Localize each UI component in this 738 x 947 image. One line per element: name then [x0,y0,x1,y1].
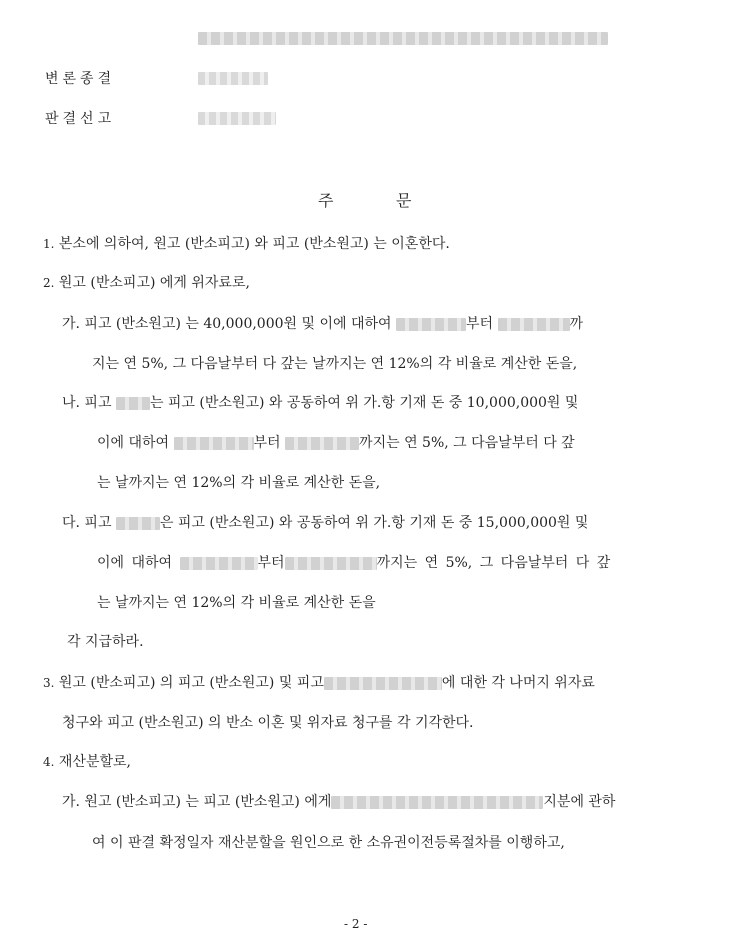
redacted-date [396,318,466,331]
item-2-da-line2 [97,552,610,572]
item-3-number: 3. [43,676,55,690]
text-segment: 가. 원고 (반소피고) 는 피고 (반소원고) 에게 [62,794,332,810]
item-2-ga-line1 [62,313,583,333]
item-2-da-line3: 는 날까지는 연 12%의 각 비율로 계산한 돈을 [97,595,376,611]
item-4-ga-line2: 여 이 판결 확정일자 재산분할을 원인으로 한 소유권이전등록절차를 이행하고, [92,835,565,851]
text-segment: 다. 피고 [62,515,112,531]
text-segment: 가. 피고 (반소원고) 는 40,000,000원 및 이에 대하여 [62,316,392,332]
item-2-na-line3: 는 날까지는 연 12%의 각 비율로 계산한 돈을, [97,475,381,491]
item-2-na-line1 [62,392,578,412]
redacted-date [180,557,258,570]
item-2-na-line2 [97,432,575,452]
item-1-number: 1. [43,237,55,251]
item-4-text: 재산분할로, [58,754,131,770]
judgment-date-redacted [198,110,276,126]
text-segment: 이에 대하여 [97,555,173,571]
item-3-line2: 청구와 피고 (반소원고) 의 반소 이혼 및 위자료 청구를 각 기각한다. [62,715,474,731]
hearing-end-date-redacted [198,70,268,86]
item-1 [43,233,450,253]
item-4 [43,751,131,771]
text-segment: 까지는 연 5%, 그 다음날부터 다 갚 [359,435,575,451]
redacted-date [285,557,377,570]
redacted-property [331,796,543,809]
redacted-date [174,437,254,450]
page-number: - 2 - [344,917,368,931]
item-4-number: 4. [43,755,55,769]
judgment-date-label: 판결선고 [45,111,116,127]
text-segment: 부터 [257,555,285,571]
text-segment: 는 피고 (반소원고) 와 공동하여 위 가.항 기재 돈 중 10,000,000원 및 [149,395,579,411]
section-title-right: 문 [396,191,412,210]
case-caption-redacted [198,30,608,46]
section-title-left: 주 [318,191,334,210]
text-segment: 지분에 관하 [543,794,616,810]
item-2 [43,272,250,292]
text-segment: 이에 대하여 [97,435,170,451]
item-3-line1 [43,672,595,692]
redacted-date [498,318,570,331]
redacted-name [116,517,160,530]
text-segment: 까 [569,316,584,332]
text-segment: 부터 [466,316,494,332]
hearing-end-label: 변론종결 [45,71,116,87]
item-2-number: 2. [43,276,55,290]
redacted-name [116,397,150,410]
item-2-closing: 각 지급하라. [67,634,144,650]
item-2-text: 원고 (반소피고) 에게 위자료로, [58,275,250,291]
redacted-names [324,677,442,690]
item-2-ga-line2: 지는 연 5%, 그 다음날부터 다 갚는 날까지는 연 12%의 각 비율로 계산한 돈을, [92,356,578,372]
text-segment: 원고 (반소피고) 의 피고 (반소원고) 및 피고 [58,675,324,691]
item-2-da-line1 [62,512,588,532]
item-1-text: 본소에 의하여, 원고 (반소피고) 와 피고 (반소원고) 는 이혼한다. [58,236,450,252]
text-segment: 은 피고 (반소원고) 와 공동하여 위 가.항 기재 돈 중 15,000,000원 및 [159,515,589,531]
redacted-date [285,437,359,450]
text-segment: 나. 피고 [62,395,112,411]
text-segment: 부터 [253,435,281,451]
item-4-ga-line1 [62,791,615,811]
text-segment: 에 대한 각 나머지 위자료 [441,675,595,691]
text-segment: 까지는 연 5%, 그 다음날부터 다 갚 [376,555,611,571]
